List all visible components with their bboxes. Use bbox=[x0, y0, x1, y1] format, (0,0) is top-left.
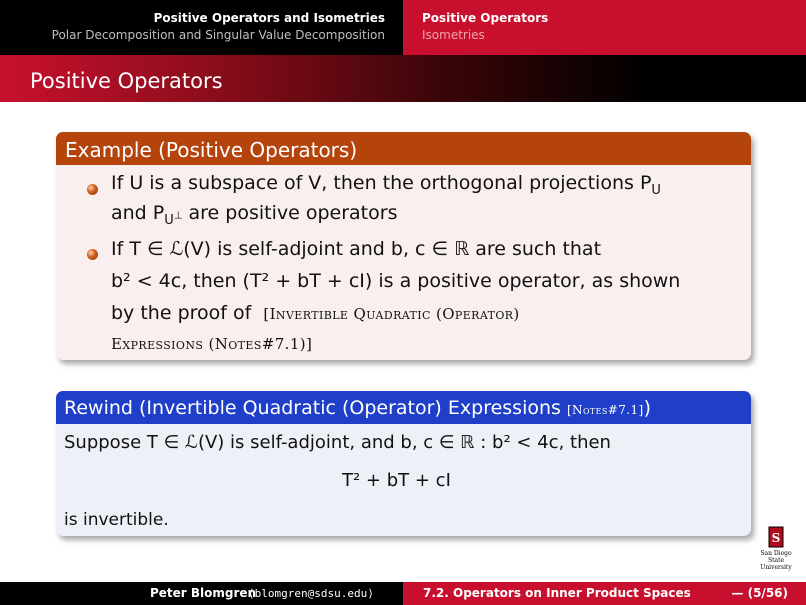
nav-section-current[interactable]: Positive Operators and Isometries bbox=[153, 11, 385, 25]
item2-line3-pre: by the proof of bbox=[111, 302, 252, 324]
nav-section-next[interactable]: Polar Decomposition and Singular Value Decomposition bbox=[51, 28, 385, 42]
slide-footer bbox=[0, 582, 806, 605]
nav-subsection-next[interactable]: Isometries bbox=[422, 28, 485, 42]
header-right-panel bbox=[403, 0, 806, 55]
rewind-block bbox=[56, 391, 751, 536]
example-item2-line4 bbox=[111, 332, 312, 354]
rewind-block-heading bbox=[56, 391, 751, 424]
bullet-icon bbox=[87, 249, 98, 260]
citation-link-cont[interactable]: Expressions (Notes#7.1)] bbox=[111, 335, 313, 353]
footer-email[interactable]: ⟨blomgren@sdsu.edu⟩ bbox=[248, 587, 374, 600]
rewind-line3: is invertible. bbox=[64, 510, 169, 530]
frame-title-bar bbox=[0, 55, 806, 102]
example-item2-line3 bbox=[111, 302, 520, 324]
rewind-heading-text: Rewind (Invertible Quadratic (Operator) Expressions bbox=[64, 397, 561, 419]
slide-header bbox=[0, 0, 806, 55]
example-item2-line1: If T ∈ ℒ(V) is self-adjoint and b, c ∈ ℝ are such that bbox=[111, 238, 602, 260]
rewind-formula: T² + bT + cI bbox=[342, 470, 451, 491]
citation-link[interactable]: [Invertible Quadratic (Operator) bbox=[263, 305, 520, 323]
footer-author: Peter Blomgren bbox=[150, 586, 257, 600]
svg-text:S: S bbox=[771, 531, 781, 545]
example-item1-line2 bbox=[111, 202, 397, 228]
item1-line2-post: are positive operators bbox=[182, 202, 398, 224]
footer-left-panel bbox=[0, 582, 403, 605]
item1-line2-pre: and P bbox=[111, 202, 165, 224]
example-item1-line1 bbox=[111, 172, 661, 198]
footer-page-number: — (5/56) bbox=[731, 586, 788, 600]
footer-right-panel bbox=[403, 582, 806, 605]
example-block-heading: Example (Positive Operators) bbox=[56, 132, 751, 165]
footer-section: 7.2. Operators on Inner Product Spaces bbox=[423, 586, 691, 600]
nav-subsection-current[interactable]: Positive Operators bbox=[422, 11, 549, 25]
item1-line1-text: If U is a subspace of V, then the orthogonal projections P bbox=[111, 172, 652, 194]
logo-line1: San Diego State bbox=[760, 550, 792, 564]
item1-sub2: U bbox=[164, 212, 174, 228]
item1-sup2: ⊥ bbox=[173, 210, 183, 222]
page-title: Positive Operators bbox=[30, 69, 223, 93]
rewind-heading-ref[interactable]: [Notes#7.1] bbox=[566, 403, 644, 417]
example-item2-line2: b² < 4c, then (T² + bT + cI) is a positive operator, as shown bbox=[111, 270, 681, 292]
rewind-line1: Suppose T ∈ ℒ(V) is self-adjoint, and b, c ∈ ℝ : b² < 4c, then bbox=[64, 432, 611, 453]
bullet-icon bbox=[87, 184, 98, 195]
example-block bbox=[56, 132, 751, 360]
rewind-heading-close: ) bbox=[643, 397, 652, 419]
sdsu-logo bbox=[752, 526, 800, 571]
logo-line2: University bbox=[760, 564, 792, 571]
item1-sub1: U bbox=[651, 182, 661, 198]
header-left-panel bbox=[0, 0, 403, 55]
